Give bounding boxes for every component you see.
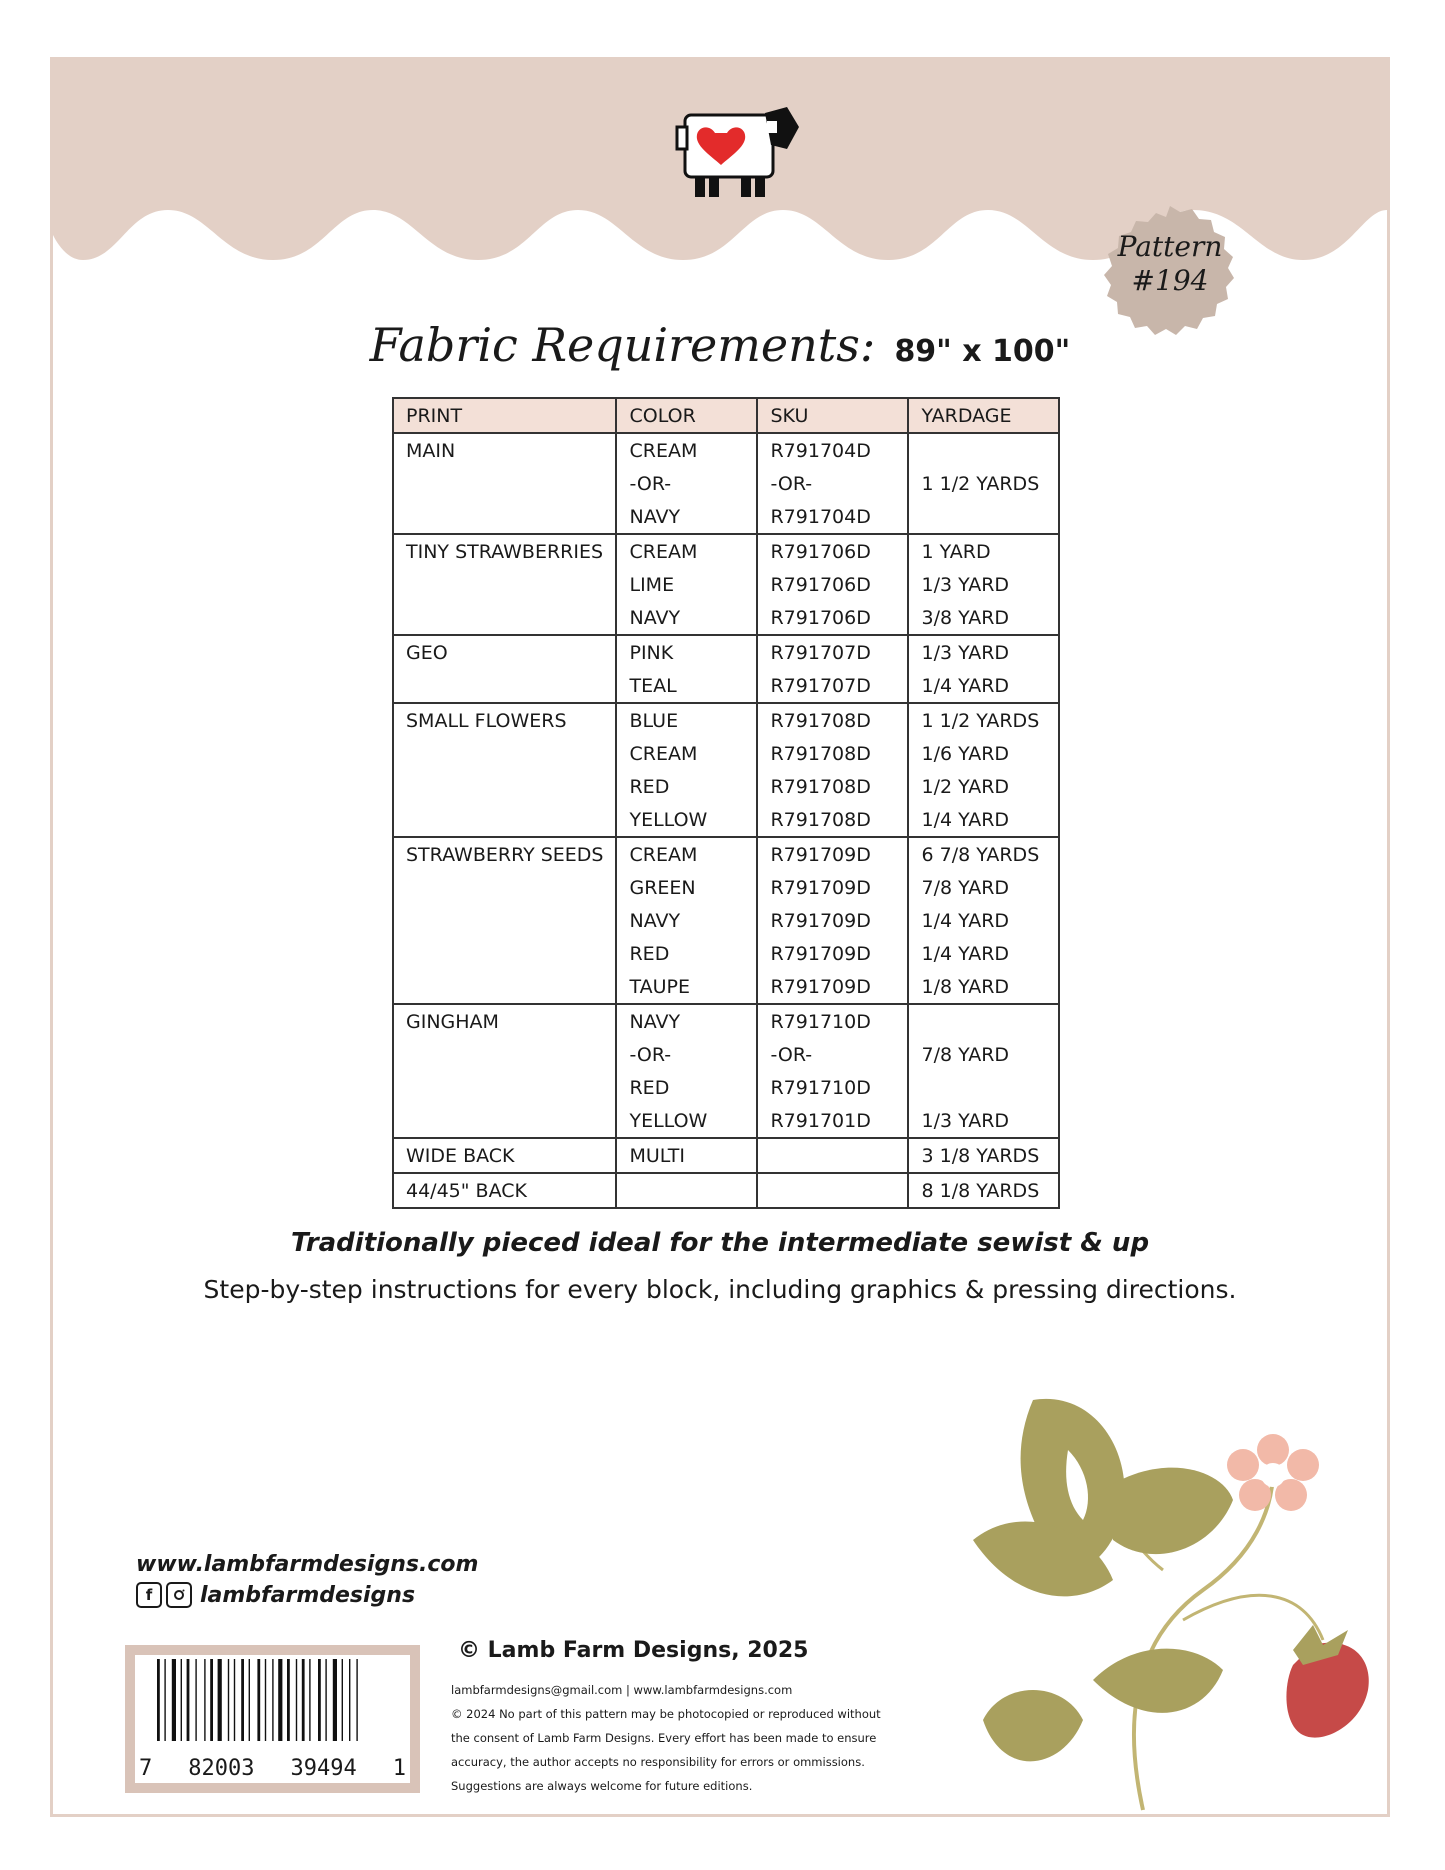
table-row [393, 770, 1059, 803]
table-row [393, 737, 1059, 770]
print-cell [393, 904, 616, 937]
barcode-bar [296, 1659, 297, 1741]
table-header-row [393, 398, 1059, 433]
social-links [136, 1582, 415, 1608]
barcode-digit-2: 82003 [188, 1756, 255, 1781]
sku-cell: R791708D [757, 770, 908, 803]
print-cell [393, 737, 616, 770]
yardage-cell: 1/4 YARD [908, 803, 1059, 837]
table-row [393, 837, 1059, 871]
barcode-bar [333, 1659, 337, 1741]
pattern-badge-text [1100, 230, 1240, 298]
table-row [393, 1173, 1059, 1208]
yardage-cell: 1/3 YARD [908, 568, 1059, 601]
header-color: COLOR [616, 398, 757, 433]
page-title [53, 318, 1387, 372]
table-row [393, 568, 1059, 601]
table-row [393, 1004, 1059, 1038]
sku-cell: R791706D [757, 534, 908, 568]
print-cell [393, 871, 616, 904]
barcode [125, 1645, 420, 1793]
sku-cell [757, 1138, 908, 1173]
color-cell: YELLOW [616, 803, 757, 837]
barcode-bar [342, 1659, 343, 1741]
yardage-cell: 1/4 YARD [908, 669, 1059, 703]
fine-print-line: accuracy, the author accepts no responsibility for errors or ommissions. [451, 1755, 865, 1769]
sku-cell: R791706D [757, 601, 908, 635]
print-cell [393, 1038, 616, 1071]
print-cell [393, 601, 616, 635]
print-cell: STRAWBERRY SEEDS [393, 837, 616, 871]
color-cell: GREEN [616, 871, 757, 904]
table-row [393, 534, 1059, 568]
color-cell: LIME [616, 568, 757, 601]
sku-cell [757, 1173, 908, 1208]
yardage-cell: 7/8 YARD [908, 1038, 1059, 1071]
color-cell: NAVY [616, 601, 757, 635]
yardage-cell [908, 1004, 1059, 1038]
barcode-bar [249, 1659, 250, 1741]
sku-cell: R791709D [757, 970, 908, 1004]
barcode-bar [272, 1659, 273, 1741]
barcode-bar [204, 1659, 205, 1741]
color-cell: CREAM [616, 737, 757, 770]
badge-line2: #194 [1131, 264, 1209, 297]
color-cell: TEAL [616, 669, 757, 703]
barcode-digits [135, 1756, 410, 1781]
table-row [393, 871, 1059, 904]
sku-cell: R791704D [757, 500, 908, 534]
table-body [393, 433, 1059, 1208]
color-cell: CREAM [616, 433, 757, 467]
yardage-cell: 1/6 YARD [908, 737, 1059, 770]
yardage-cell: 1/8 YARD [908, 970, 1059, 1004]
strawberry [1286, 1625, 1368, 1738]
color-cell: PINK [616, 635, 757, 669]
table-row [393, 500, 1059, 534]
sheep-heart-icon [675, 105, 805, 205]
yardage-cell: 7/8 YARD [908, 871, 1059, 904]
yardage-cell: 1 1/2 YARDS [908, 703, 1059, 737]
print-cell: TINY STRAWBERRIES [393, 534, 616, 568]
table-row [393, 467, 1059, 500]
print-cell: MAIN [393, 433, 616, 467]
barcode-bar [265, 1659, 266, 1741]
print-cell: WIDE BACK [393, 1138, 616, 1173]
yardage-cell: 6 7/8 YARDS [908, 837, 1059, 871]
barcode-bar [356, 1659, 357, 1741]
table-row [393, 904, 1059, 937]
table-row [393, 601, 1059, 635]
sku-cell: R791707D [757, 635, 908, 669]
table-row [393, 669, 1059, 703]
yardage-cell: 8 1/8 YARDS [908, 1173, 1059, 1208]
yardage-cell: 1/3 YARD [908, 1104, 1059, 1138]
barcode-digit-4: 1 [392, 1756, 406, 1781]
social-handle[interactable]: lambfarmdesigns [200, 1582, 416, 1608]
yardage-cell: 1/4 YARD [908, 904, 1059, 937]
sku-cell: R791710D [757, 1071, 908, 1104]
barcode-bar [228, 1659, 229, 1741]
skill-tagline: Traditionally pieced ideal for the intermediate sewist & up [290, 1228, 1150, 1258]
print-cell: SMALL FLOWERS [393, 703, 616, 737]
print-cell [393, 669, 616, 703]
yardage-cell [908, 1071, 1059, 1104]
header-yardage: YARDAGE [908, 398, 1059, 433]
color-cell: NAVY [616, 904, 757, 937]
header-print: PRINT [393, 398, 616, 433]
print-cell [393, 1104, 616, 1138]
table-row [393, 1071, 1059, 1104]
table-row [393, 635, 1059, 669]
sku-cell: R791708D [757, 737, 908, 770]
sku-cell: R791709D [757, 904, 908, 937]
color-cell: RED [616, 937, 757, 970]
print-cell [393, 467, 616, 500]
table-row [393, 433, 1059, 467]
sku-cell: R791701D [757, 1104, 908, 1138]
yardage-cell [908, 500, 1059, 534]
color-cell: TAUPE [616, 970, 757, 1004]
badge-line1: Pattern [1117, 230, 1223, 263]
fine-print-line: lambfarmdesigns@gmail.com | www.lambfarmdesigns.com [451, 1683, 793, 1697]
barcode-bar [278, 1659, 282, 1741]
table-row [393, 703, 1059, 737]
barcode-bar [234, 1659, 235, 1741]
yardage-cell: 1 1/2 YARDS [908, 467, 1059, 500]
print-cell [393, 970, 616, 1004]
sku-cell: R791709D [757, 937, 908, 970]
page-frame [50, 57, 1390, 1817]
print-cell [393, 803, 616, 837]
yardage-cell: 3/8 YARD [908, 601, 1059, 635]
sku-cell: -OR- [757, 467, 908, 500]
print-cell [393, 568, 616, 601]
color-cell: NAVY [616, 1004, 757, 1038]
barcode-bar [309, 1659, 310, 1741]
color-cell: MULTI [616, 1138, 757, 1173]
barcode-bar [257, 1659, 260, 1741]
fine-print [451, 1678, 921, 1798]
sku-cell: R791709D [757, 837, 908, 871]
table-row [393, 970, 1059, 1004]
print-cell [393, 770, 616, 803]
fabric-requirements-table [392, 397, 1060, 1209]
strawberry-floral-illustration [973, 1390, 1373, 1817]
barcode-bars [135, 1659, 410, 1759]
barcode-bar [164, 1659, 165, 1741]
barcode-bar [172, 1659, 176, 1741]
color-cell: RED [616, 770, 757, 803]
table-row [393, 937, 1059, 970]
yardage-cell: 1/3 YARD [908, 635, 1059, 669]
barcode-bar [181, 1659, 182, 1741]
copyright: © Lamb Farm Designs, 2025 [458, 1638, 809, 1663]
print-cell: GINGHAM [393, 1004, 616, 1038]
yardage-cell: 1/4 YARD [908, 937, 1059, 970]
yardage-cell: 3 1/8 YARDS [908, 1138, 1059, 1173]
instructions-note: Step-by-step instructions for every block, including graphics & pressing directions. [203, 1275, 1237, 1304]
instagram-icon[interactable] [166, 1582, 192, 1608]
sku-cell: R791710D [757, 1004, 908, 1038]
fine-print-line: © 2024 No part of this pattern may be photocopied or reproduced without [451, 1707, 881, 1721]
color-cell: CREAM [616, 837, 757, 871]
header-sku: SKU [757, 398, 908, 433]
color-cell: NAVY [616, 500, 757, 534]
sku-cell: R791706D [757, 568, 908, 601]
color-cell: -OR- [616, 467, 757, 500]
fine-print-line: Suggestions are always welcome for future editions. [451, 1779, 753, 1793]
color-cell: BLUE [616, 703, 757, 737]
website-link[interactable]: www.lambfarmdesigns.com [136, 1552, 479, 1577]
table-row [393, 1104, 1059, 1138]
print-cell [393, 500, 616, 534]
sku-cell: R791709D [757, 871, 908, 904]
barcode-digit-1: 7 [139, 1756, 153, 1781]
sku-cell: R791707D [757, 669, 908, 703]
yardage-cell: 1 YARD [908, 534, 1059, 568]
print-cell: 44/45" BACK [393, 1173, 616, 1208]
barcode-digit-3: 39494 [290, 1756, 357, 1781]
sku-cell: -OR- [757, 1038, 908, 1071]
fine-print-line: the consent of Lamb Farm Designs. Every effort has been made to ensure [451, 1731, 877, 1745]
color-cell: -OR- [616, 1038, 757, 1071]
color-cell [616, 1173, 757, 1208]
table-row [393, 803, 1059, 837]
barcode-bar [195, 1659, 196, 1741]
barcode-bar [241, 1659, 244, 1741]
barcode-bar [325, 1659, 326, 1741]
barcode-bar [157, 1659, 160, 1741]
barcode-bar [218, 1659, 222, 1741]
yardage-cell: 1/2 YARD [908, 770, 1059, 803]
barcode-bar [287, 1659, 290, 1741]
table-row [393, 1138, 1059, 1173]
color-cell: CREAM [616, 534, 757, 568]
barcode-bar [302, 1659, 305, 1741]
yardage-cell [908, 433, 1059, 467]
sku-cell: R791704D [757, 433, 908, 467]
color-cell: RED [616, 1071, 757, 1104]
pink-flower [1227, 1434, 1319, 1511]
sku-cell: R791708D [757, 803, 908, 837]
title-dimensions: 89" x 100" [894, 334, 1071, 369]
print-cell: GEO [393, 635, 616, 669]
print-cell [393, 1071, 616, 1104]
barcode-bar [318, 1659, 321, 1741]
barcode-bar [349, 1659, 350, 1741]
color-cell: YELLOW [616, 1104, 757, 1138]
barcode-bar [210, 1659, 213, 1741]
title-script: Fabric Requirements: [369, 318, 876, 372]
barcode-bar [187, 1659, 190, 1741]
facebook-icon[interactable]: f [136, 1582, 162, 1608]
print-cell [393, 937, 616, 970]
table-row [393, 1038, 1059, 1071]
sku-cell: R791708D [757, 703, 908, 737]
